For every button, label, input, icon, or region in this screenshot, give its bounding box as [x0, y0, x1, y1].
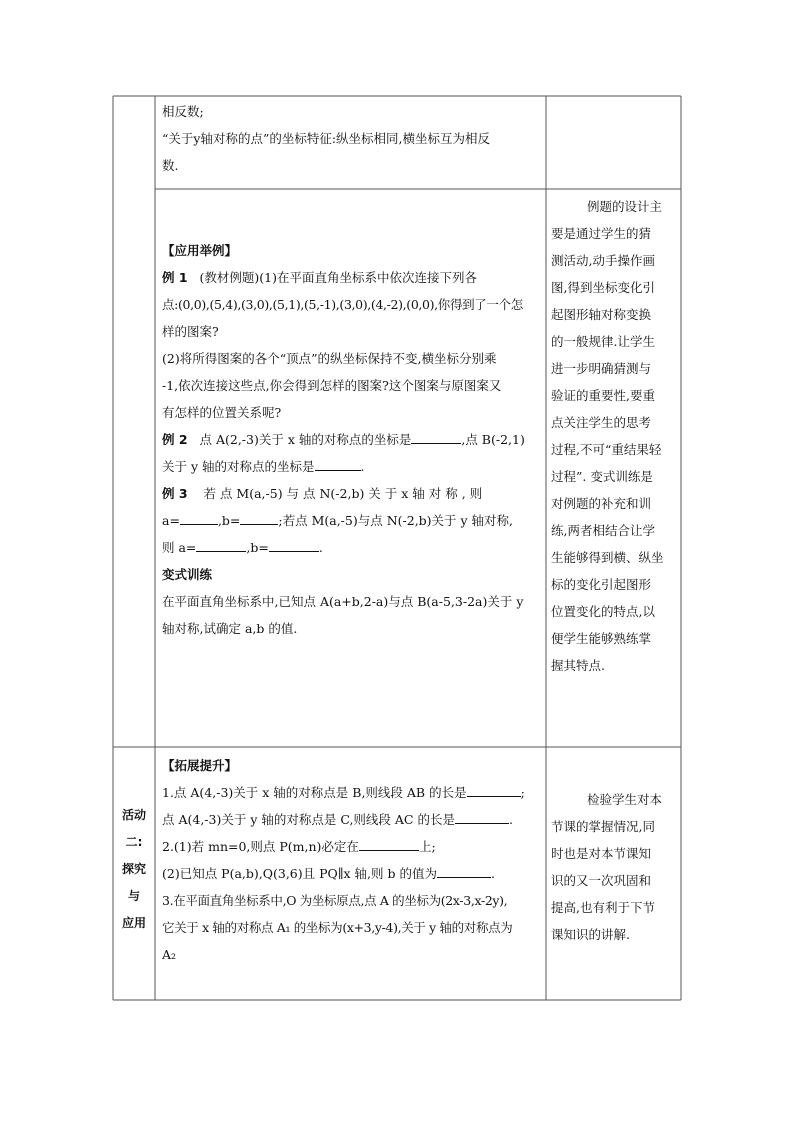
example-1-line-3: 样的图案?	[162, 324, 219, 339]
activity-label-line: 活动	[121, 808, 146, 822]
note-line: 例题的设计主	[587, 199, 663, 214]
example-1-line-5: -1,依次连接这些点,你会得到怎样的图案?这个图案与原图案又	[162, 378, 502, 393]
row1-line-1: 相反数;	[162, 104, 204, 119]
answer-blank[interactable]	[437, 863, 491, 878]
question-2-line-2: (2)已知点 P(a,b),Q(3,6)且 PQ∥x 轴,则 b 的值为 .	[162, 860, 544, 887]
note-line: 对例题的补充和训	[551, 496, 652, 511]
example-1-line-4: (2)将所得图案的各个“顶点”的纵坐标保持不变,横坐标分别乘	[162, 351, 497, 366]
note-line: 测活动,动手操作画	[551, 253, 655, 268]
note-line: 图,得到坐标变化引	[551, 280, 655, 295]
answer-blank[interactable]	[467, 782, 521, 797]
row2-teaching-notes	[551, 193, 679, 679]
example-3-line-3: 则 a= ,b= .	[162, 534, 544, 561]
example-1-line-1: 例 1 (教材例题)(1)在平面直角坐标系中依次连接下列各	[162, 270, 477, 285]
example-1-line-2: 点:(0,0),(5,4),(3,0),(5,1),(5,-1),(3,0),(4,-2),(0,0),你得到了一个怎	[162, 297, 523, 312]
note-line: 生能够得到横、纵坐	[551, 550, 664, 565]
row1-content	[162, 98, 542, 179]
note-line: 节课的掌握情况,同	[551, 819, 655, 834]
answer-blank[interactable]	[315, 456, 361, 471]
row1-line-3: 数.	[162, 158, 179, 173]
example-2-label: 例 2	[162, 432, 188, 447]
note-line: 标的变化引起图形	[551, 577, 652, 592]
activity-label-line: 二:	[125, 835, 143, 849]
row1-line-2: “关于y轴对称的点”的坐标特征:纵坐标相同,横坐标互为相反	[162, 131, 491, 146]
activity-label	[113, 802, 155, 937]
note-line: 便学生能够熟练掌	[551, 631, 652, 646]
answer-blank[interactable]	[455, 809, 509, 824]
question-1-line-2: 点 A(4,-3)关于 y 轴的对称点是 C,则线段 AC 的长是 .	[162, 806, 544, 833]
example-1-line-6: 有怎样的位置关系呢?	[162, 405, 282, 420]
extension-heading: 【拓展提升】	[162, 758, 238, 773]
example-2-line-2: 关于 y 轴的对称点的坐标是 .	[162, 453, 544, 480]
note-line: 过程,不可“重结果轻	[551, 442, 662, 457]
example-1-label: 例 1	[162, 270, 188, 285]
note-line: 验证的重要性,要重	[551, 388, 655, 403]
question-2-line-1: 2.(1)若 mn=0,则点 P(m,n)必定在 上;	[162, 833, 544, 860]
example-3-label: 例 3	[162, 486, 188, 501]
note-line: 起图形轴对称变换	[551, 307, 652, 322]
answer-blank[interactable]	[240, 510, 278, 525]
note-line: 的一般规律.让学生	[551, 334, 655, 349]
question-3-line-1: 3.在平面直角坐标系中,O 为坐标原点,点 A 的坐标为(2x-3,x-2y),	[162, 893, 508, 908]
note-line: 要是通过学生的猜	[551, 226, 652, 241]
row2-content	[162, 237, 544, 642]
example-2-line-1: 例 2 点 A(2,-3)关于 x 轴的对称点的坐标是 ,点 B(-2,1)	[162, 426, 544, 453]
answer-blank[interactable]	[359, 836, 419, 851]
note-line: 时也是对本节课知	[551, 846, 652, 861]
note-line: 过程”. 变式训练是	[551, 469, 653, 484]
row3-teaching-notes	[551, 786, 679, 948]
note-line: 课知识的讲解.	[551, 927, 630, 942]
note-line: 进一步明确猜测与	[551, 361, 652, 376]
variant-line-2: 轴对称,试确定 a,b 的值.	[162, 621, 298, 636]
example-3-line-2: a= ,b= ;若点 M(a,-5)与点 N(-2,b)关于 y 轴对称,	[162, 507, 544, 534]
note-line: 位置变化的特点,以	[551, 604, 655, 619]
question-3-line-2: 它关于 x 轴的对称点 A₁ 的坐标为(x+3,y-4),关于 y 轴的对称点为	[162, 920, 513, 935]
answer-blank[interactable]	[411, 429, 461, 444]
activity-label-line: 应用	[121, 916, 146, 930]
note-line: 检验学生对本	[587, 792, 663, 807]
answer-blank[interactable]	[196, 537, 246, 552]
question-1-line-1: 1.点 A(4,-3)关于 x 轴的对称点是 B,则线段 AB 的长是 ;	[162, 779, 544, 806]
activity-label-line: 与	[127, 889, 140, 903]
question-3-line-3: A₂	[162, 947, 177, 962]
row3-content	[162, 752, 544, 968]
variant-line-1: 在平面直角坐标系中,已知点 A(a+b,2-a)与点 B(a-5,3-2a)关于 y	[162, 594, 524, 609]
note-line: 提高,也有利于下节	[551, 900, 655, 915]
activity-label-line: 探究	[121, 862, 146, 876]
note-line: 练,两者相结合让学	[551, 523, 655, 538]
note-line: 点关注学生的思考	[551, 415, 652, 430]
variant-training-heading: 变式训练	[162, 567, 213, 582]
note-line: 握其特点.	[551, 658, 605, 673]
application-examples-heading: 【应用举例】	[162, 243, 238, 258]
example-3-line-1: 例 3 若 点 M(a,-5) 与 点 N(-2,b) 关 于 x 轴 对 称 , 则	[162, 486, 483, 501]
answer-blank[interactable]	[269, 537, 319, 552]
answer-blank[interactable]	[180, 510, 218, 525]
note-line: 识的又一次巩固和	[551, 873, 652, 888]
